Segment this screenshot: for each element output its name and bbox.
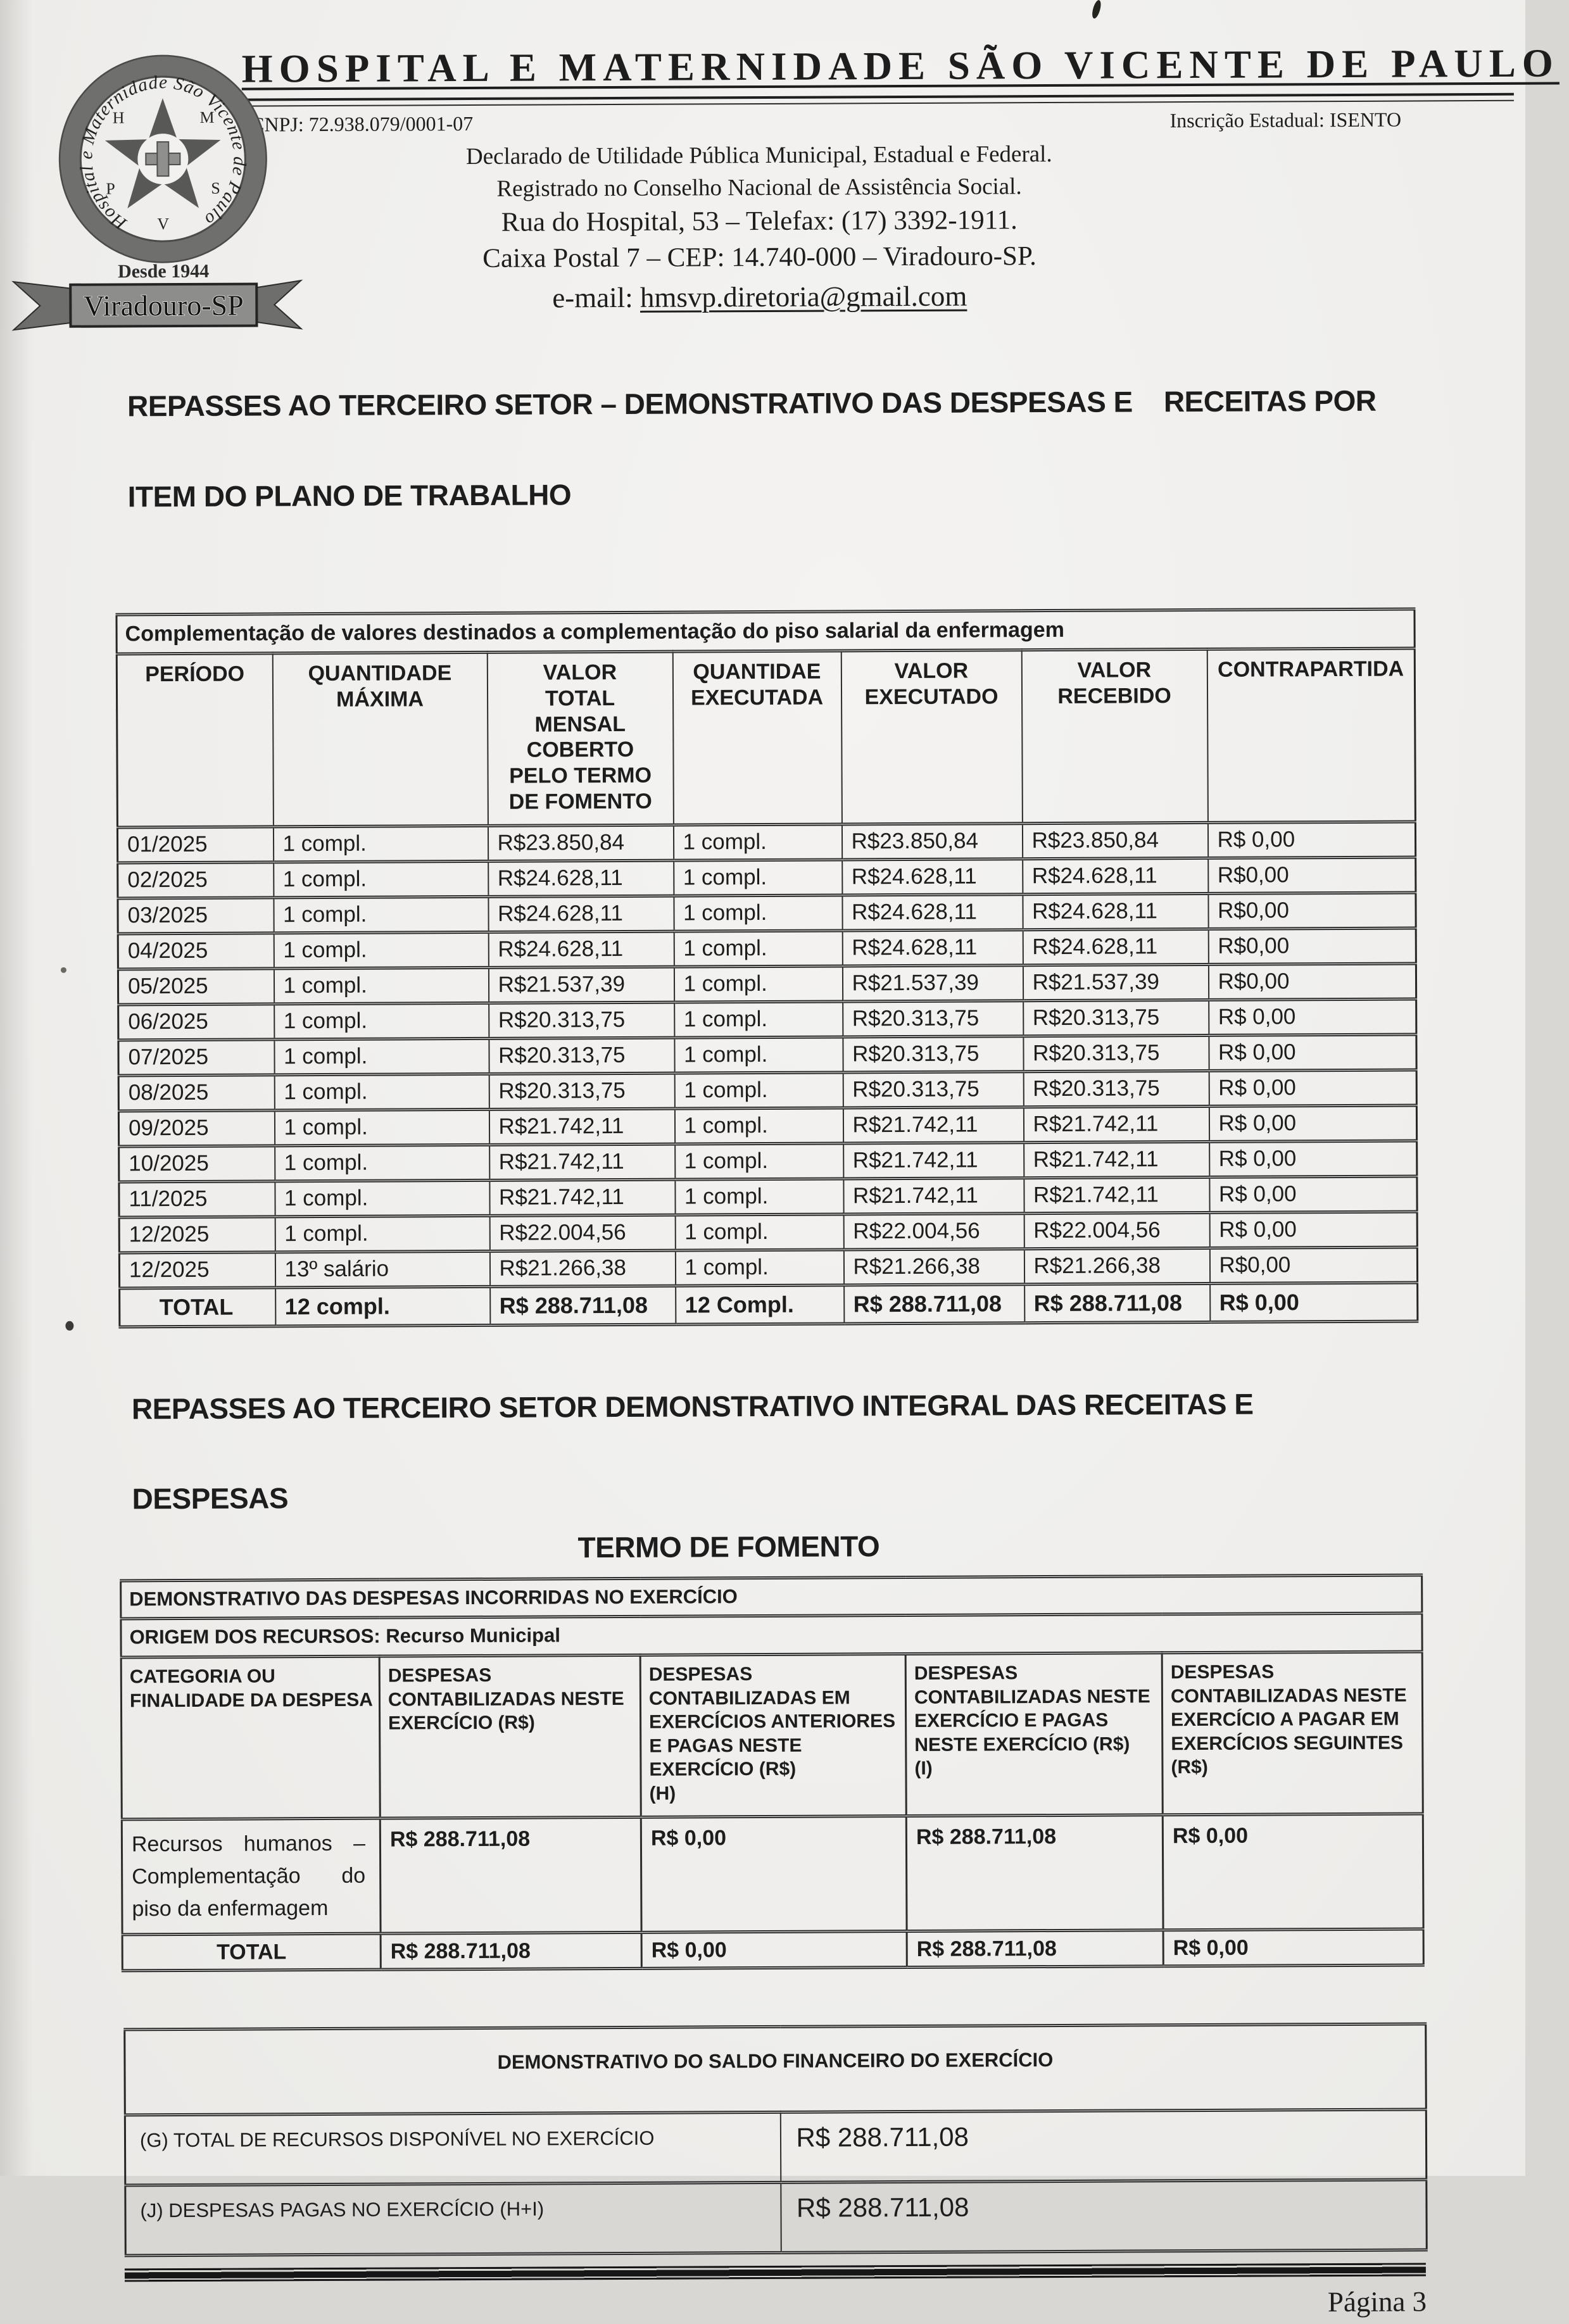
saldo-value-g: R$ 288.711,08 [780,2109,1426,2182]
total-cell: R$ 288.711,08 [490,1286,676,1325]
table-cell: R$24.628,11 [842,929,1023,965]
total-cell: R$ 0,00 [1210,1283,1418,1322]
table-cell: 1 compl. [674,1037,843,1073]
table-cell: R$21.742,11 [1023,1106,1209,1142]
table-cell: R$ 0,00 [1209,1176,1417,1212]
table-row [118,1034,1416,1076]
table-row [119,1141,1417,1182]
table3-caption-row [125,2024,1427,2115]
col-categoria: CATEGORIA OU FINALIDADE DA DESPESA [121,1656,380,1819]
scan-artifact-dot [61,967,66,973]
table2-caption1-row [121,1575,1422,1619]
table-cell: R$24.628,11 [1023,893,1208,929]
table-cell: 1 compl. [275,1180,489,1216]
table-row [118,1070,1416,1111]
table-cell: 07/2025 [118,1040,274,1076]
cnpj-text: CNPJ: 72.938.079/0001-07 [251,112,474,136]
table-cell: 04/2025 [118,933,274,969]
table-cell: R$20.313,75 [489,1038,674,1074]
letterhead [0,0,1560,322]
table2-caption1: DEMONSTRATIVO DAS DESPESAS INCORRIDAS NO EXERCÍCIO [121,1575,1422,1619]
col-despesas-a-pagar: DESPESAS CONTABILIZADAS NESTE EXERCÍCIO A PAGAR EM EXERCÍCIOS SEGUINTES (R$) [1162,1652,1423,1815]
table-cell: 08/2025 [118,1075,274,1111]
table-cell: 12/2025 [119,1217,275,1253]
table-cell: R$24.628,11 [1023,929,1208,965]
seal-since-text: Desde 1944 [117,260,210,282]
saldo-label-g: (G) TOTAL DE RECURSOS DISPONÍVEL NO EXERCÍCIO [125,2112,780,2185]
table1-caption: Complementação de valores destinados a complementação do piso salarial da enfermagem [117,609,1415,654]
table-cell: R$24.628,11 [488,931,674,967]
valor-cell: R$ 0,00 [641,1816,907,1933]
table-cell: 1 compl. [275,1145,489,1181]
monogram-p: P [106,179,115,198]
section1-title [127,379,1416,520]
col-quantidade-executada: QUANTIDAE EXECUTADA [672,651,841,825]
table-cell: R$ 0,00 [1209,1070,1416,1106]
table-cell: R$0,00 [1208,893,1416,929]
table-cell: 06/2025 [118,1004,274,1040]
table-cell: 1 compl. [273,826,488,862]
monogram-s: S [211,179,220,198]
section1-title-line1: REPASSES AO TERCEIRO SETOR – DEMONSTRATIVO DAS DESPESAS E RECEITAS POR [127,384,1377,423]
table-cell: R$21.266,38 [489,1250,675,1286]
monogram-h: H [112,108,125,127]
letterhead-right [241,0,1560,137]
table-cell: 1 compl. [274,896,488,933]
table-cell: 1 compl. [673,824,841,860]
table-cell: R$20.313,75 [1023,1035,1209,1071]
table-cell: R$20.313,75 [489,1073,674,1109]
total-cell: R$ 0,00 [641,1931,907,1969]
table-cell: R$21.742,11 [843,1107,1023,1143]
table-cell: 1 compl. [675,1179,843,1215]
table1-header-row [117,648,1415,827]
saldo-label-j: (J) DESPESAS PAGAS NO EXERCÍCIO (H+I) [125,2182,781,2256]
total-cell: 12 Compl. [676,1285,844,1324]
table-cell: R$20.313,75 [1023,1000,1209,1036]
state-registration-text: Inscrição Estadual: ISENTO [1169,108,1402,132]
footer-divider [125,2263,1426,2282]
table-cell: 1 compl. [674,860,842,896]
table-row [117,822,1415,863]
total-cell: R$ 0,00 [1163,1929,1423,1966]
table-cell: 02/2025 [118,862,274,898]
total-cell: R$ 288.711,08 [907,1930,1163,1968]
table-cell: R$ 0,00 [1209,1212,1417,1248]
total-cell: R$ 288.711,08 [844,1284,1024,1323]
valor-cell: R$ 0,00 [1163,1814,1423,1930]
table-cell: 01/2025 [117,827,273,863]
info-line: Registrado no Conselho Nacional de Assistência Social. [496,173,1022,203]
table-row [118,857,1416,898]
table1-total-row [120,1283,1418,1327]
table-cell: R$23.850,84 [488,825,673,861]
table-cell: R$24.628,11 [1023,858,1208,894]
table-cell: R$21.266,38 [1024,1248,1209,1284]
total-cell: 12 compl. [275,1286,490,1326]
total-cell: R$ 288.711,08 [1024,1283,1210,1322]
table-cell: R$23.850,84 [841,823,1022,859]
col-periodo: PERÍODO [117,653,273,827]
table-cell: 1 compl. [674,1108,843,1144]
table-cell: R$24.628,11 [842,894,1023,930]
col-contrapartida: CONTRAPARTIDA [1207,648,1415,822]
table2-data-row [122,1814,1423,1935]
page-number: Página 3 [1327,2285,1427,2318]
demonstrativo-despesas-table [120,1573,1425,1972]
section2-title-line2: DESPESAS [132,1481,289,1516]
organization-name: HOSPITAL E MATERNIDADE SÃO VICENTE DE PAULO [241,41,1560,91]
table-cell: R$22.004,56 [843,1213,1024,1249]
table-cell: R$0,00 [1208,857,1416,893]
header-divider [243,93,1514,107]
table-cell: R$21.742,11 [843,1178,1024,1214]
table-cell: 1 compl. [674,895,842,931]
table-cell: R$23.850,84 [1022,822,1207,858]
total-label: TOTAL [122,1933,381,1971]
table-cell: 11/2025 [119,1181,275,1217]
col-valor-recebido: VALOR RECEBIDO [1021,649,1207,823]
info-line: Caixa Postal 7 – CEP: 14.740-000 – Viradouro-SP. [482,241,1037,273]
col-despesas-anteriores: DESPESAS CONTABILIZADAS EM EXERCÍCIOS ANTERIORES E PAGAS NESTE EXERCÍCIO (R$) (H) [640,1654,906,1818]
email-address: hmsvp.diretoria@gmail.com [640,280,967,313]
section1-title-line2: ITEM DO PLANO DE TRABALHO [127,478,572,513]
repasses-despesas-receitas-table [115,608,1418,1329]
col-quantidade-maxima: QUANTIDADE MÁXIMA [272,652,488,826]
categoria-cell: Recursos humanos – Complementação do piso da enfermagem [122,1818,381,1935]
col-valor-executado: VALOR EXECUTADO [841,650,1022,824]
table-cell: R$21.742,11 [489,1179,675,1215]
table-cell: R$22.004,56 [489,1215,675,1251]
table-cell: 1 compl. [674,1072,843,1109]
table-cell: R$21.742,11 [489,1109,674,1145]
table-cell: R$24.628,11 [488,896,674,932]
table-cell: 1 compl. [274,932,488,968]
table-cell: R$ 0,00 [1209,1034,1416,1071]
table-cell: 1 compl. [674,966,842,1002]
saldo-financeiro-table [123,2023,1428,2258]
monogram-m: M [199,108,215,127]
table-cell: R$24.628,11 [842,858,1023,895]
table-cell: R$20.313,75 [843,1000,1023,1036]
table-cell: 1 compl. [274,1109,489,1145]
table-cell: 05/2025 [118,969,274,1005]
table2-caption2-row [121,1613,1422,1657]
table-cell: 1 compl. [674,1002,843,1038]
table-cell: 1 compl. [274,861,488,897]
table-row [119,1247,1417,1288]
table-row [118,928,1416,969]
table-cell: R$0,00 [1209,1247,1417,1283]
table-row [118,999,1416,1040]
table-cell: 13º salário [275,1251,489,1287]
total-cell: R$ 288.711,08 [381,1932,641,1969]
table-cell: 1 compl. [675,1143,843,1179]
banner-city-text: Viradouro-SP [83,289,244,322]
table-cell: 03/2025 [118,898,274,934]
table-cell: 10/2025 [119,1146,275,1182]
table-cell: 1 compl. [274,1003,489,1039]
seal-logo-graphic [7,28,306,349]
table-cell: R$20.313,75 [489,1002,674,1038]
col-despesas-contabilizadas: DESPESAS CONTABILIZADAS NESTE EXERCÍCIO (R$) [379,1655,641,1818]
table1-body [117,822,1417,1288]
info-line: Declarado de Utilidade Pública Municipal, Estadual e Federal. [465,141,1052,170]
section2-title [132,1381,1420,1522]
col-despesas-pagas: DESPESAS CONTABILIZADAS NESTE EXERCÍCIO E PAGAS NESTE EXERCÍCIO (R$) (I) [905,1653,1163,1816]
table-cell: R$0,00 [1208,928,1416,964]
table-cell: 1 compl. [675,1214,843,1250]
info-line: Rua do Hospital, 53 – Telefax: (17) 3392-1911. [501,205,1018,238]
table-cell: 1 compl. [674,931,842,967]
valor-cell: R$ 288.711,08 [906,1815,1163,1931]
table-cell: R$20.313,75 [843,1036,1023,1072]
table-cell: 1 compl. [274,967,488,1003]
total-label: TOTAL [120,1288,275,1327]
table-cell: R$22.004,56 [1024,1212,1209,1248]
table2-header-row [121,1652,1423,1819]
table2-total-row [122,1929,1423,1971]
table-cell: R$ 0,00 [1207,822,1415,858]
table-cell: R$21.537,39 [1023,964,1208,1000]
email-label: e-mail: [552,281,641,314]
table-cell: R$24.628,11 [488,860,674,896]
table-cell: 1 compl. [274,1074,489,1110]
table-row [118,1105,1416,1146]
table-row [118,964,1416,1005]
saldo-value-j: R$ 288.711,08 [781,2180,1427,2252]
col-valor-total-mensal: VALOR TOTAL MENSAL COBERTO PELO TERMO DE FOMENTO [487,651,673,826]
table-cell: R$21.537,39 [842,965,1023,1001]
ribbon-banner [13,280,301,330]
table-cell: R$21.742,11 [1024,1141,1209,1178]
hospital-seal-logo [7,28,306,349]
table-cell: R$21.266,38 [843,1248,1024,1284]
table-cell: 1 compl. [275,1215,489,1252]
termo-de-fomento-subtitle: TERMO DE FOMENTO [577,1529,880,1564]
table-cell: R$0,00 [1208,964,1416,1000]
table-cell: 09/2025 [118,1110,274,1146]
table1-caption-row [117,609,1415,654]
table-cell: 1 compl. [274,1038,489,1074]
section2-title-line1: REPASSES AO TERCEIRO SETOR DEMONSTRATIVO INTEGRAL DAS RECEITAS E [131,1387,1254,1426]
table-cell: R$21.742,11 [1024,1177,1209,1213]
table-cell: 12/2025 [119,1252,275,1288]
table-cell: R$20.313,75 [843,1071,1023,1107]
table-cell: R$21.742,11 [489,1144,675,1180]
table-cell: R$ 0,00 [1209,1105,1416,1141]
table-cell: R$21.537,39 [488,967,674,1003]
valor-cell: R$ 288.711,08 [380,1817,641,1933]
table2-caption2: ORIGEM DOS RECURSOS: Recurso Municipal [121,1613,1422,1657]
table-cell: 1 compl. [675,1250,843,1286]
table3-row-j [125,2180,1427,2256]
scan-artifact-speck [65,1321,73,1331]
table-row [119,1212,1417,1253]
seal-ring-text: Hospital e Maternidade São Vicente de Paulo [76,72,250,234]
table-row [118,893,1416,934]
table-cell: R$20.313,75 [1023,1071,1209,1107]
table-cell: R$ 0,00 [1209,999,1416,1035]
registration-row [251,108,1401,137]
table-cell: R$21.742,11 [843,1142,1024,1178]
monogram-v: V [157,215,170,234]
table3-row-g [125,2109,1426,2185]
table-cell: R$ 0,00 [1209,1141,1417,1177]
table-row [119,1176,1417,1217]
table3-caption: DEMONSTRATIVO DO SALDO FINANCEIRO DO EXERCÍCIO [125,2024,1427,2115]
